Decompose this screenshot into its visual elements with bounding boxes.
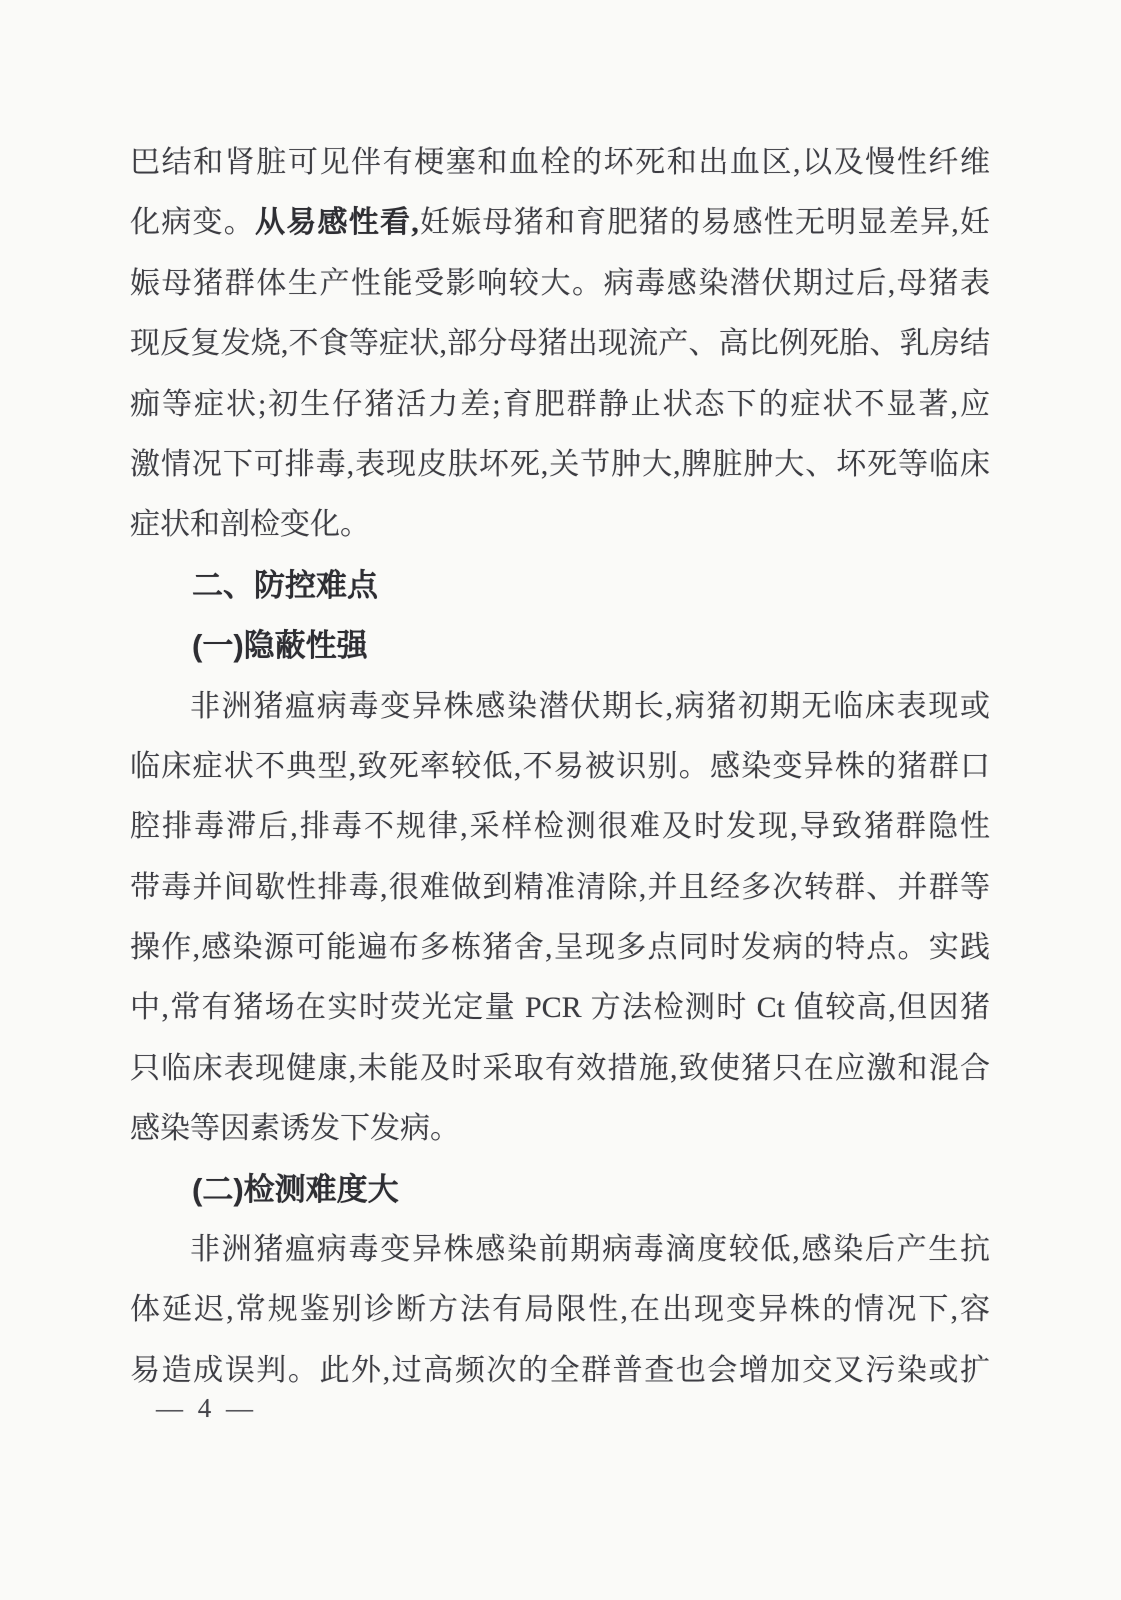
text-line <box>130 1280 990 1340</box>
heading-line <box>130 616 990 676</box>
text-segment: 症状和剖检变化。 <box>130 508 370 542</box>
text-segment: 痂等症状;初生仔猪活力差;育肥群静止状态下的症状不显著,应 <box>130 387 990 421</box>
text-segment: 非洲猪瘟病毒变异株感染潜伏期长,病猪初期无临床表现或 <box>190 689 990 723</box>
text-line <box>130 737 990 797</box>
text-segment: 非洲猪瘟病毒变异株感染前期病毒滴度较低,感染后产生抗 <box>190 1233 990 1267</box>
text-line <box>130 193 990 253</box>
text-segment: 现反复发烧,不食等症状,部分母猪出现流产、高比例死胎、乳房结 <box>130 327 990 361</box>
heading-line <box>130 1160 990 1220</box>
text-line <box>130 133 990 193</box>
text-segment: 只临床表现健康,未能及时采取有效措施,致使猪只在应激和混合 <box>130 1051 990 1085</box>
text-segment: 感染等因素诱发下发病。 <box>130 1112 460 1146</box>
text-line <box>130 1099 990 1159</box>
text-content <box>130 133 990 1401</box>
text-line <box>130 435 990 495</box>
text-line <box>130 375 990 435</box>
text-line <box>130 1039 990 1099</box>
text-segment: 临床症状不典型,致死率较低,不易被识别。感染变异株的猪群口 <box>130 749 990 783</box>
text-segment: 娠母猪群体生产性能受影响较大。病毒感染潜伏期过后,母猪表 <box>130 266 990 300</box>
text-line <box>130 677 990 737</box>
bold-text-segment: 从易感性看, <box>255 206 419 240</box>
text-segment: 带毒并间歇性排毒,很难做到精准清除,并且经多次转群、并群等 <box>130 870 990 904</box>
text-segment: 易造成误判。此外,过高频次的全群普查也会增加交叉污染或扩 <box>130 1353 990 1387</box>
bold-text-segment: 二、防控难点 <box>192 567 378 603</box>
text-segment: 体延迟,常规鉴别诊断方法有局限性,在出现变异株的情况下,容 <box>130 1293 990 1327</box>
text-line <box>130 978 990 1038</box>
text-line <box>130 858 990 918</box>
text-line <box>130 254 990 314</box>
text-segment: 妊娠母猪和育肥猪的易感性无明显差异,妊 <box>418 206 990 240</box>
text-line <box>130 1341 990 1401</box>
text-segment: 激情况下可排毒,表现皮肤坏死,关节肿大,脾脏肿大、坏死等临床 <box>130 447 990 481</box>
text-line <box>130 1220 990 1280</box>
text-segment: 腔排毒滞后,排毒不规律,采样检测很难及时发现,导致猪群隐性 <box>130 810 990 844</box>
text-line <box>130 495 990 555</box>
text-segment: 化病变。 <box>130 206 255 240</box>
text-line <box>130 314 990 374</box>
page-number: — 4 — <box>156 1393 257 1423</box>
text-line <box>130 797 990 857</box>
text-segment: 巴结和肾脏可见伴有梗塞和血栓的坏死和出血区,以及慢性纤维 <box>130 146 990 179</box>
heading-line <box>130 556 990 616</box>
bold-text-segment: (一)隐蔽性强 <box>192 628 368 664</box>
text-line <box>130 918 990 978</box>
bold-text-segment: (二)检测难度大 <box>192 1171 399 1207</box>
text-segment: 中,常有猪场在实时荧光定量 PCR 方法检测时 Ct 值较高,但因猪 <box>130 991 990 1025</box>
text-segment: 操作,感染源可能遍布多栋猪舍,呈现多点同时发病的特点。实践 <box>130 931 990 965</box>
